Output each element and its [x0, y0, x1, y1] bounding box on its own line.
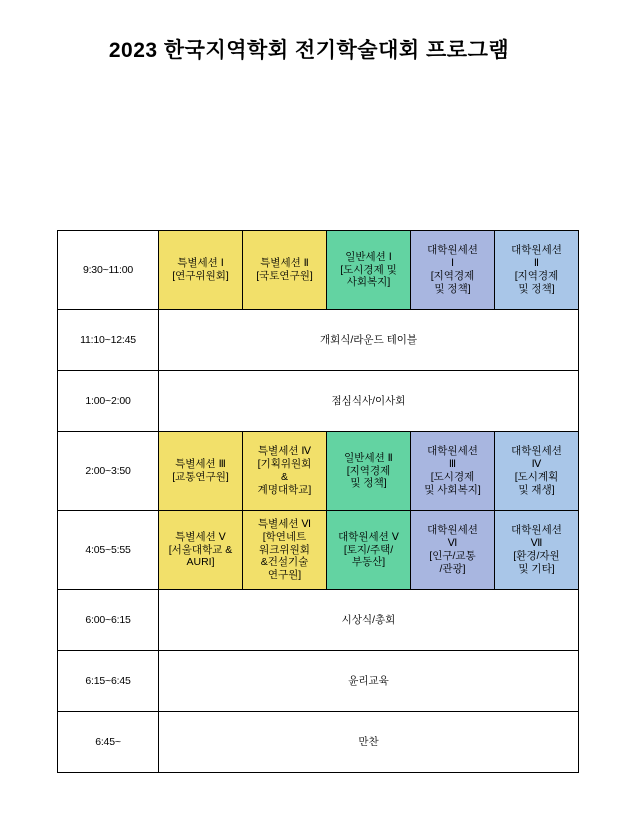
session-cell-line: [도시경제 및	[340, 263, 397, 276]
page-title: 2023 한국지역학회 전기학술대회 프로그램	[108, 39, 510, 62]
time-cell: 4:05~5:55	[58, 511, 159, 590]
session-cell-line: 및 정책]	[350, 477, 387, 490]
schedule-row	[58, 231, 579, 310]
session-cell	[159, 231, 243, 310]
session-cell-line: 계명대학교]	[257, 483, 312, 496]
schedule-row	[58, 712, 579, 773]
session-cell-line: [도시계획	[514, 471, 559, 483]
schedule-wide-cell: 만찬	[159, 712, 579, 773]
session-cell-line: 특별세션 Ⅱ	[260, 257, 309, 270]
session-cell-line: [토지/주택/	[343, 543, 394, 556]
session-cell	[411, 231, 495, 310]
session-cell	[411, 511, 495, 590]
session-cell-line: Ⅵ	[447, 537, 458, 550]
session-cell-line: [교통연구원]	[172, 471, 229, 483]
time-cell: 6:15~6:45	[58, 651, 159, 712]
time-cell: 11:10~12:45	[58, 310, 159, 371]
session-cell	[243, 432, 327, 511]
session-cell-line: [도시경제	[430, 471, 475, 483]
session-cell-line: 대학원세션	[427, 445, 478, 458]
session-cell-line: 사회복지]	[346, 276, 391, 289]
session-cell	[159, 432, 243, 511]
session-cell-line: 및 정책]	[518, 282, 555, 295]
time-cell: 6:45~	[58, 712, 159, 773]
schedule-body	[58, 231, 579, 773]
time-cell: 2:00~3:50	[58, 432, 159, 511]
session-cell	[327, 511, 411, 590]
session-cell-line: 연구원]	[267, 569, 302, 582]
session-cell-line: [기획위원회	[257, 458, 312, 471]
session-cell	[495, 432, 579, 511]
session-cell	[327, 231, 411, 310]
session-cell-line: 대학원세션	[511, 524, 562, 537]
session-cell-line: 및 기타]	[518, 562, 555, 575]
session-cell-line: 대학원세션	[511, 445, 562, 458]
session-cell	[495, 231, 579, 310]
schedule-wide-cell: 개회식/라운드 테이블	[159, 310, 579, 371]
time-cell: 1:00~2:00	[58, 371, 159, 432]
schedule-row	[58, 371, 579, 432]
session-cell	[243, 231, 327, 310]
session-cell	[243, 511, 327, 590]
session-cell-line: [지역경제	[346, 464, 391, 477]
session-cell-line: 및 사회복지]	[424, 483, 481, 496]
session-cell-line: 일반세션 Ⅱ	[344, 451, 393, 464]
schedule-wide-cell: 윤리교육	[159, 651, 579, 712]
session-cell-line: 특별세션 Ⅴ	[175, 530, 226, 543]
session-cell-line: Ⅰ	[450, 257, 455, 270]
session-cell-line: Ⅶ	[530, 537, 543, 550]
session-cell-line: [연구위원회]	[172, 270, 229, 282]
session-cell-line: [서울대학교 &	[168, 543, 233, 556]
schedule-wide-cell: 시상식/총회	[159, 590, 579, 651]
session-cell-line: &	[280, 471, 288, 483]
session-cell-line: 대학원세션	[511, 244, 562, 257]
session-cell-line: [지역경제	[430, 270, 475, 282]
session-cell-line: Ⅱ	[533, 257, 540, 270]
session-cell-line: 특별세션 Ⅲ	[175, 458, 226, 471]
session-cell-line: /관광]	[439, 562, 466, 575]
schedule-row	[58, 651, 579, 712]
session-cell-line: Ⅳ	[531, 458, 542, 471]
session-cell-line: [학연네트	[262, 530, 307, 543]
session-cell-line: AURI]	[186, 556, 215, 569]
schedule-container	[57, 230, 561, 773]
session-cell-line: 워크위원회	[259, 543, 310, 556]
session-cell-line: 대학원세션	[427, 244, 478, 257]
session-cell-line: 일반세션 Ⅰ	[345, 250, 392, 263]
program-schedule-table	[57, 230, 579, 773]
session-cell-line: 대학원세션 Ⅴ	[338, 530, 399, 543]
time-cell: 6:00~6:15	[58, 590, 159, 651]
session-cell-line: [국토연구원]	[256, 270, 313, 282]
schedule-row	[58, 511, 579, 590]
schedule-row	[58, 310, 579, 371]
session-cell-line: [환경/자원	[513, 550, 560, 562]
session-cell-line: 및 재생]	[518, 483, 555, 496]
session-cell	[495, 511, 579, 590]
session-cell-line: 부동산]	[351, 556, 386, 569]
schedule-wide-cell: 점심식사/이사회	[159, 371, 579, 432]
time-cell: 9:30~11:00	[58, 231, 159, 310]
session-cell-line: 특별세션 Ⅳ	[257, 445, 312, 458]
session-cell	[411, 432, 495, 511]
schedule-row	[58, 432, 579, 511]
session-cell	[159, 511, 243, 590]
session-cell-line: &건설기술	[260, 556, 309, 569]
session-cell-line: Ⅲ	[448, 458, 457, 471]
session-cell-line: 특별세션 Ⅵ	[257, 518, 312, 530]
session-cell-line: [지역경제	[514, 270, 559, 282]
session-cell-line: [인구/교통	[429, 550, 476, 562]
session-cell-line: 특별세션 Ⅰ	[177, 257, 224, 270]
schedule-row	[58, 590, 579, 651]
session-cell	[327, 432, 411, 511]
session-cell-line: 대학원세션	[427, 524, 478, 537]
session-cell-line: 및 정책]	[434, 282, 471, 295]
